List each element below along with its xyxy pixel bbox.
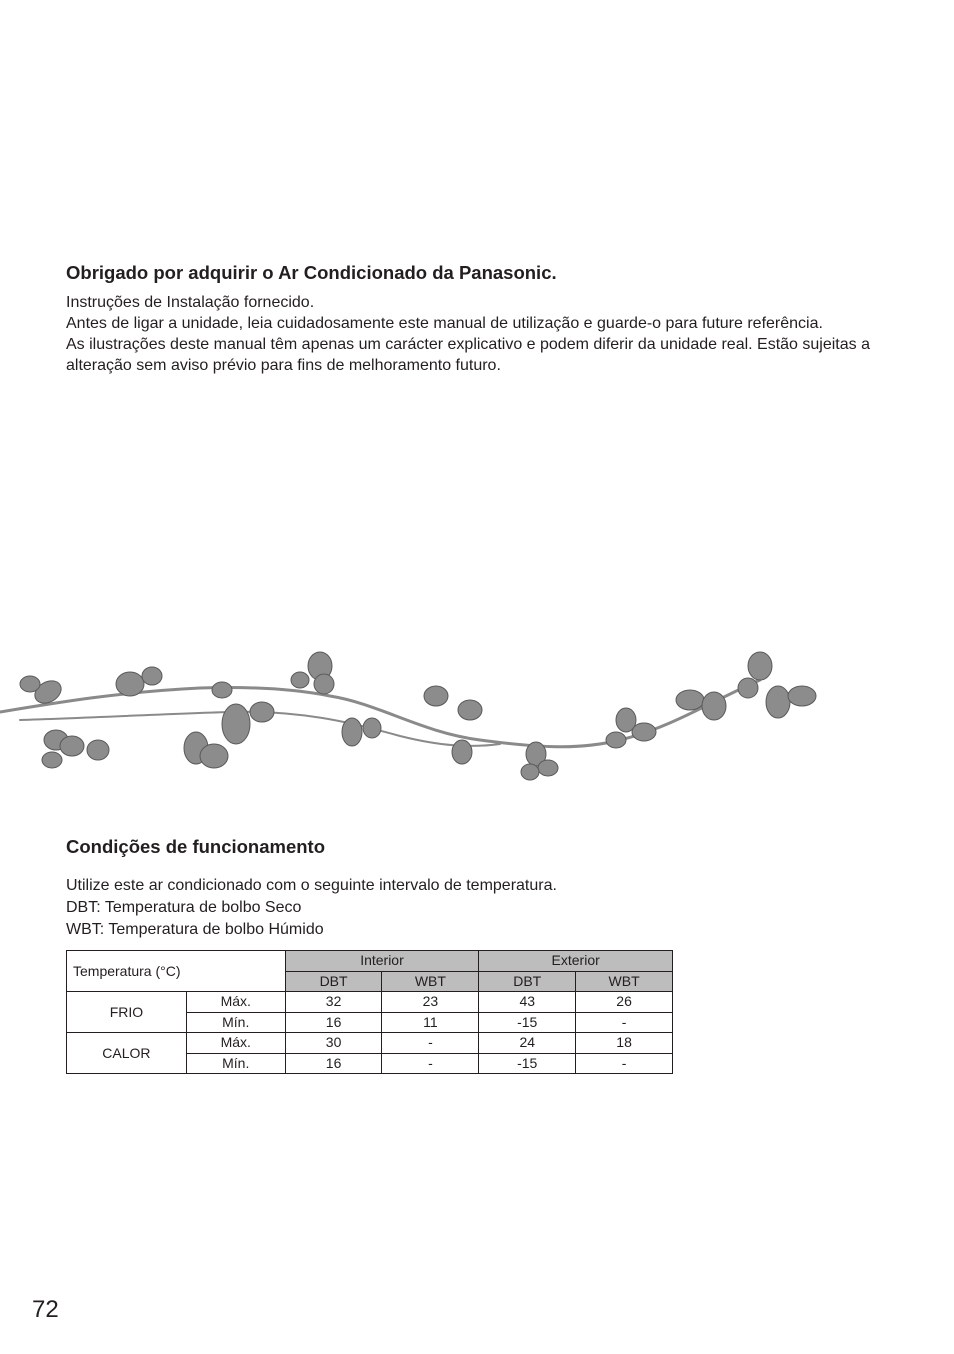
table-limit-cell: Máx.	[186, 1033, 285, 1054]
table-cell: 26	[576, 992, 673, 1013]
table-cell: -	[382, 1033, 479, 1054]
table-cell: -15	[479, 1012, 576, 1033]
table-col-exterior-wbt: WBT	[576, 971, 673, 992]
page-number: 72	[32, 1296, 59, 1323]
temperature-range-table	[66, 950, 673, 1074]
table-group-interior: Interior	[285, 951, 479, 972]
table-cell: 18	[576, 1033, 673, 1054]
table-col-interior-wbt: WBT	[382, 971, 479, 992]
table-cell: -	[382, 1053, 479, 1074]
table-mode-cell: FRIO	[67, 992, 187, 1033]
leaf-vine-illustration	[0, 640, 830, 790]
table-cell: 30	[285, 1033, 382, 1054]
table-cell: 11	[382, 1012, 479, 1033]
table-mode-cell: CALOR	[67, 1033, 187, 1074]
table-cell: -15	[479, 1053, 576, 1074]
intro-line: As ilustrações deste manual têm apenas um carácter explicativo e podem diferir da unidade real. Estão sujeitas a alteração sem aviso prévio para fins de melhoramento futuro.	[66, 336, 870, 374]
table-row	[67, 1033, 673, 1054]
table-cell: 32	[285, 992, 382, 1013]
table-limit-cell: Mín.	[186, 1053, 285, 1074]
table-cell: -	[576, 1012, 673, 1033]
table-cell: -	[576, 1053, 673, 1074]
table-col-interior-dbt: DBT	[285, 971, 382, 992]
dbt-note: DBT: Temperatura de bolbo Seco	[66, 899, 302, 916]
table-cell: 23	[382, 992, 479, 1013]
intro-line: Instruções de Instalação fornecido.	[66, 294, 315, 311]
table-limit-cell: Mín.	[186, 1012, 285, 1033]
conditions-section	[66, 835, 916, 941]
intro-section	[66, 262, 916, 376]
table-cell: 16	[285, 1012, 382, 1033]
table-group-exterior: Exterior	[479, 951, 673, 972]
table-cell: 16	[285, 1053, 382, 1074]
wbt-note: WBT: Temperatura de bolbo Húmido	[66, 921, 324, 938]
table-col-exterior-dbt: DBT	[479, 971, 576, 992]
intro-line: Antes de ligar a unidade, leia cuidadosamente este manual de utilização e guarde-o para future referência.	[66, 315, 823, 332]
table-row	[67, 992, 673, 1013]
conditions-description: Utilize este ar condicionado com o seguinte intervalo de temperatura.	[66, 877, 557, 894]
table-cell: 24	[479, 1033, 576, 1054]
table-cell: 43	[479, 992, 576, 1013]
conditions-title: Condições de funcionamento	[66, 836, 326, 857]
table-corner-label: Temperatura (°C)	[67, 951, 286, 992]
intro-title: Obrigado por adquirir o Ar Condicionado da Panasonic.	[66, 262, 557, 283]
table-limit-cell: Máx.	[186, 992, 285, 1013]
